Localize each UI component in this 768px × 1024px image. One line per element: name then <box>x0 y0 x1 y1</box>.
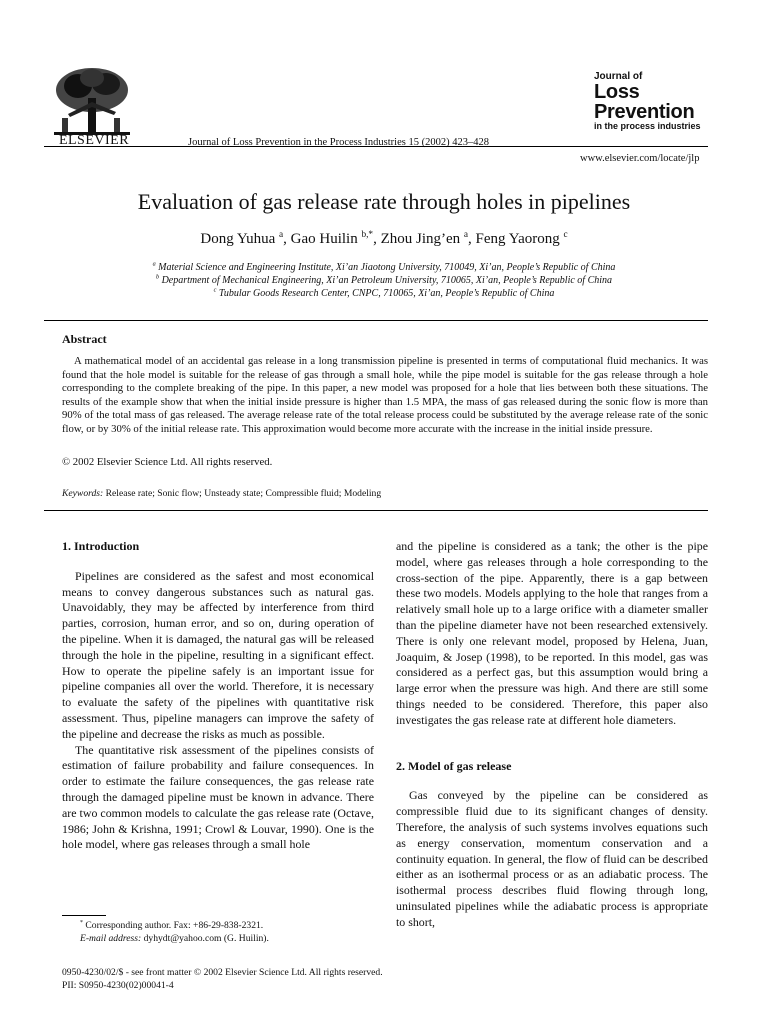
affiliation-marker: c <box>213 286 217 294</box>
abstract-body: A mathematical model of an accidental gas release in a long transmission pipeline is presented in terms of computational fluid mechanics. It was found that the hole model is suitable for the release of gas through a small hole, while the pipe model is suitable for the gas release through a hole corresponding to the complete breaking of the pipe. In this paper, a new model was proposed for a hole that lies between both these situations. The results of the example show that when the initial inside pressure is higher than 1.5 MPA, the mass of gas released during the sonic flow is more than 90% of the total mass of gas released. The average release rate of the total release process could be substituted by the average release rate of the sonic flow, or by 30% of the initial release rate. This approximation would become more accurate with the increase in the initial inside pressure. <box>62 355 708 435</box>
issn-block <box>62 967 383 992</box>
body-paragraph: Pipelines are considered as the safest and most economical means to convey dangerous substances such as natural gas. Unavoidably, they may be affected by interference from third parties, corrosion, human error, and so on, during operation of the pipeline. When it is damaged, the natural gas will be released through the hole in the pipeline, resulting in a significant effect. How to operate the pipeline safely is an important issue for pipeline companies all over the world. Therefore, it is necessary to evaluate the safety of the pipelines with quantitative risk assessment. Thus, pipeline managers can improve the safety of the pipeline and decrease the risks as much as possible. <box>62 568 374 741</box>
journal-url[interactable]: www.elsevier.com/locate/jlp <box>580 153 700 164</box>
body-paragraph: and the pipeline is considered as a tank; the other is the pipe model, where gas releases through a hole corresponding to the cross-section of the pipe. Apparently, there is a gap between these two models. Models applying to the hole that ranges from a relatively small hole up to a large orifice with a diameter smaller than the pipeline diameter have not been researched extensively. There is only one relevant model, proposed by Helena, Juan, Joaquim, & Josep (1998), to be reported. In this model, gas was considered as a perfect gas, but this assumption would bring a large error when the pressure was high. And there are still some things needed to be considered. Therefore, this paper also investigates the gas release rate at different hole diameters. <box>396 539 708 727</box>
keywords <box>62 488 381 499</box>
journal-logo-line-4: in the process industries <box>594 121 701 131</box>
abstract-heading: Abstract <box>62 332 107 346</box>
journal-logo-line-3: Prevention <box>594 101 695 123</box>
journal-logo-line-2: Loss <box>594 81 640 103</box>
section-heading-model: 2. Model of gas release <box>396 758 512 773</box>
paper-title: Evaluation of gas release rate through holes in pipelines <box>137 189 631 214</box>
elsevier-tree-logo <box>48 62 136 144</box>
author-list: Dong Yuhua $^a$, Gao Huilin $^{b,*}$, Zhou Jing’en $^a$, Feng Yaorong $^c$ <box>200 230 568 247</box>
affiliation-marker: a <box>152 260 156 268</box>
affiliation <box>44 262 724 273</box>
footnote-corresponding: Corresponding author. Fax: +86-29-838-2321. <box>85 920 264 931</box>
section-heading-introduction: 1. Introduction <box>62 539 140 553</box>
keywords-label: Keywords: <box>62 488 104 499</box>
author-name: Gao Huilin <box>290 231 358 247</box>
author-name: Dong Yuhua <box>200 231 276 247</box>
affiliation-text: Tubular Goods Research Center, CNPC, 710065, Xi’an, People’s Republic of China <box>218 288 555 299</box>
footnote-marker: * <box>80 919 83 926</box>
journal-citation: Journal of Loss Prevention in the Process Industries 15 (2002) 423–428 <box>188 137 489 148</box>
footnote-email-label: E-mail address: <box>80 932 142 944</box>
abstract-copyright: © 2002 Elsevier Science Ltd. All rights reserved. <box>62 456 273 468</box>
footnote-rule <box>62 915 106 916</box>
journal-logo-line-1: Journal of <box>594 71 643 82</box>
publisher-name: ELSEVIER <box>58 133 130 148</box>
right-column <box>396 539 708 931</box>
author-affiliation-marker: a <box>278 230 284 240</box>
affiliation-marker: b <box>155 273 160 281</box>
author-affiliation-marker: b,* <box>361 230 374 240</box>
abstract-top-rule <box>44 320 708 321</box>
keywords-text: Release rate; Sonic flow; Unsteady state; Compressible fluid; Modeling <box>105 488 382 499</box>
footnote-email[interactable]: dyhydt@yahoo.com (G. Huilin). <box>143 932 269 944</box>
pii-line: PII: S0950-4230(02)00041-4 <box>62 979 174 991</box>
author-affiliation-marker: c <box>563 230 568 240</box>
left-column <box>62 539 374 853</box>
author-affiliation-marker: a <box>463 230 469 240</box>
body-paragraph: The quantitative risk assessment of the pipelines consists of estimation of failure probability and failure consequences. In order to estimate the failure consequences, the gas release rate through the damaged pipeline must be known in advance. There are two common models to calculate the gas release rate (Octave, 1986; John & Krishna, 1991; Crowl & Louvar, 1990). One is the hole model, where gas releases through a small hole <box>62 742 374 852</box>
author-name: Zhou Jing’en <box>380 231 461 247</box>
affiliation <box>44 288 724 299</box>
journal-logo <box>594 72 701 131</box>
body-paragraph: Gas conveyed by the pipeline can be considered as compressible fluid due to its significant changes of density. Therefore, the analysis of such systems involves equations such as energy conservation, momentum conservation and a continuity equation. In general, the flow of fluid can be described either as an isothermal process or as an adiabatic process. The isothermal process describes fluid flowing through long, uninsulated pipelines while the adiabatic process is appropriate to short, <box>396 788 708 929</box>
abstract-bottom-rule <box>44 510 708 511</box>
affiliation-text: Material Science and Engineering Institute, Xi’an Jiaotong University, 710049, Xi’an, People’s Republic of China <box>158 262 616 273</box>
affiliation <box>44 275 724 286</box>
affiliation-text: Department of Mechanical Engineering, Xi’an Petroleum University, 710065, Xi’an, People’s Republic of China <box>161 275 613 286</box>
author-name: Feng Yaorong <box>475 231 560 247</box>
footnote <box>62 920 269 945</box>
issn-line: 0950-4230/02/$ - see front matter © 2002 Elsevier Science Ltd. All rights reserved. <box>62 967 383 978</box>
header-rule <box>44 146 708 147</box>
